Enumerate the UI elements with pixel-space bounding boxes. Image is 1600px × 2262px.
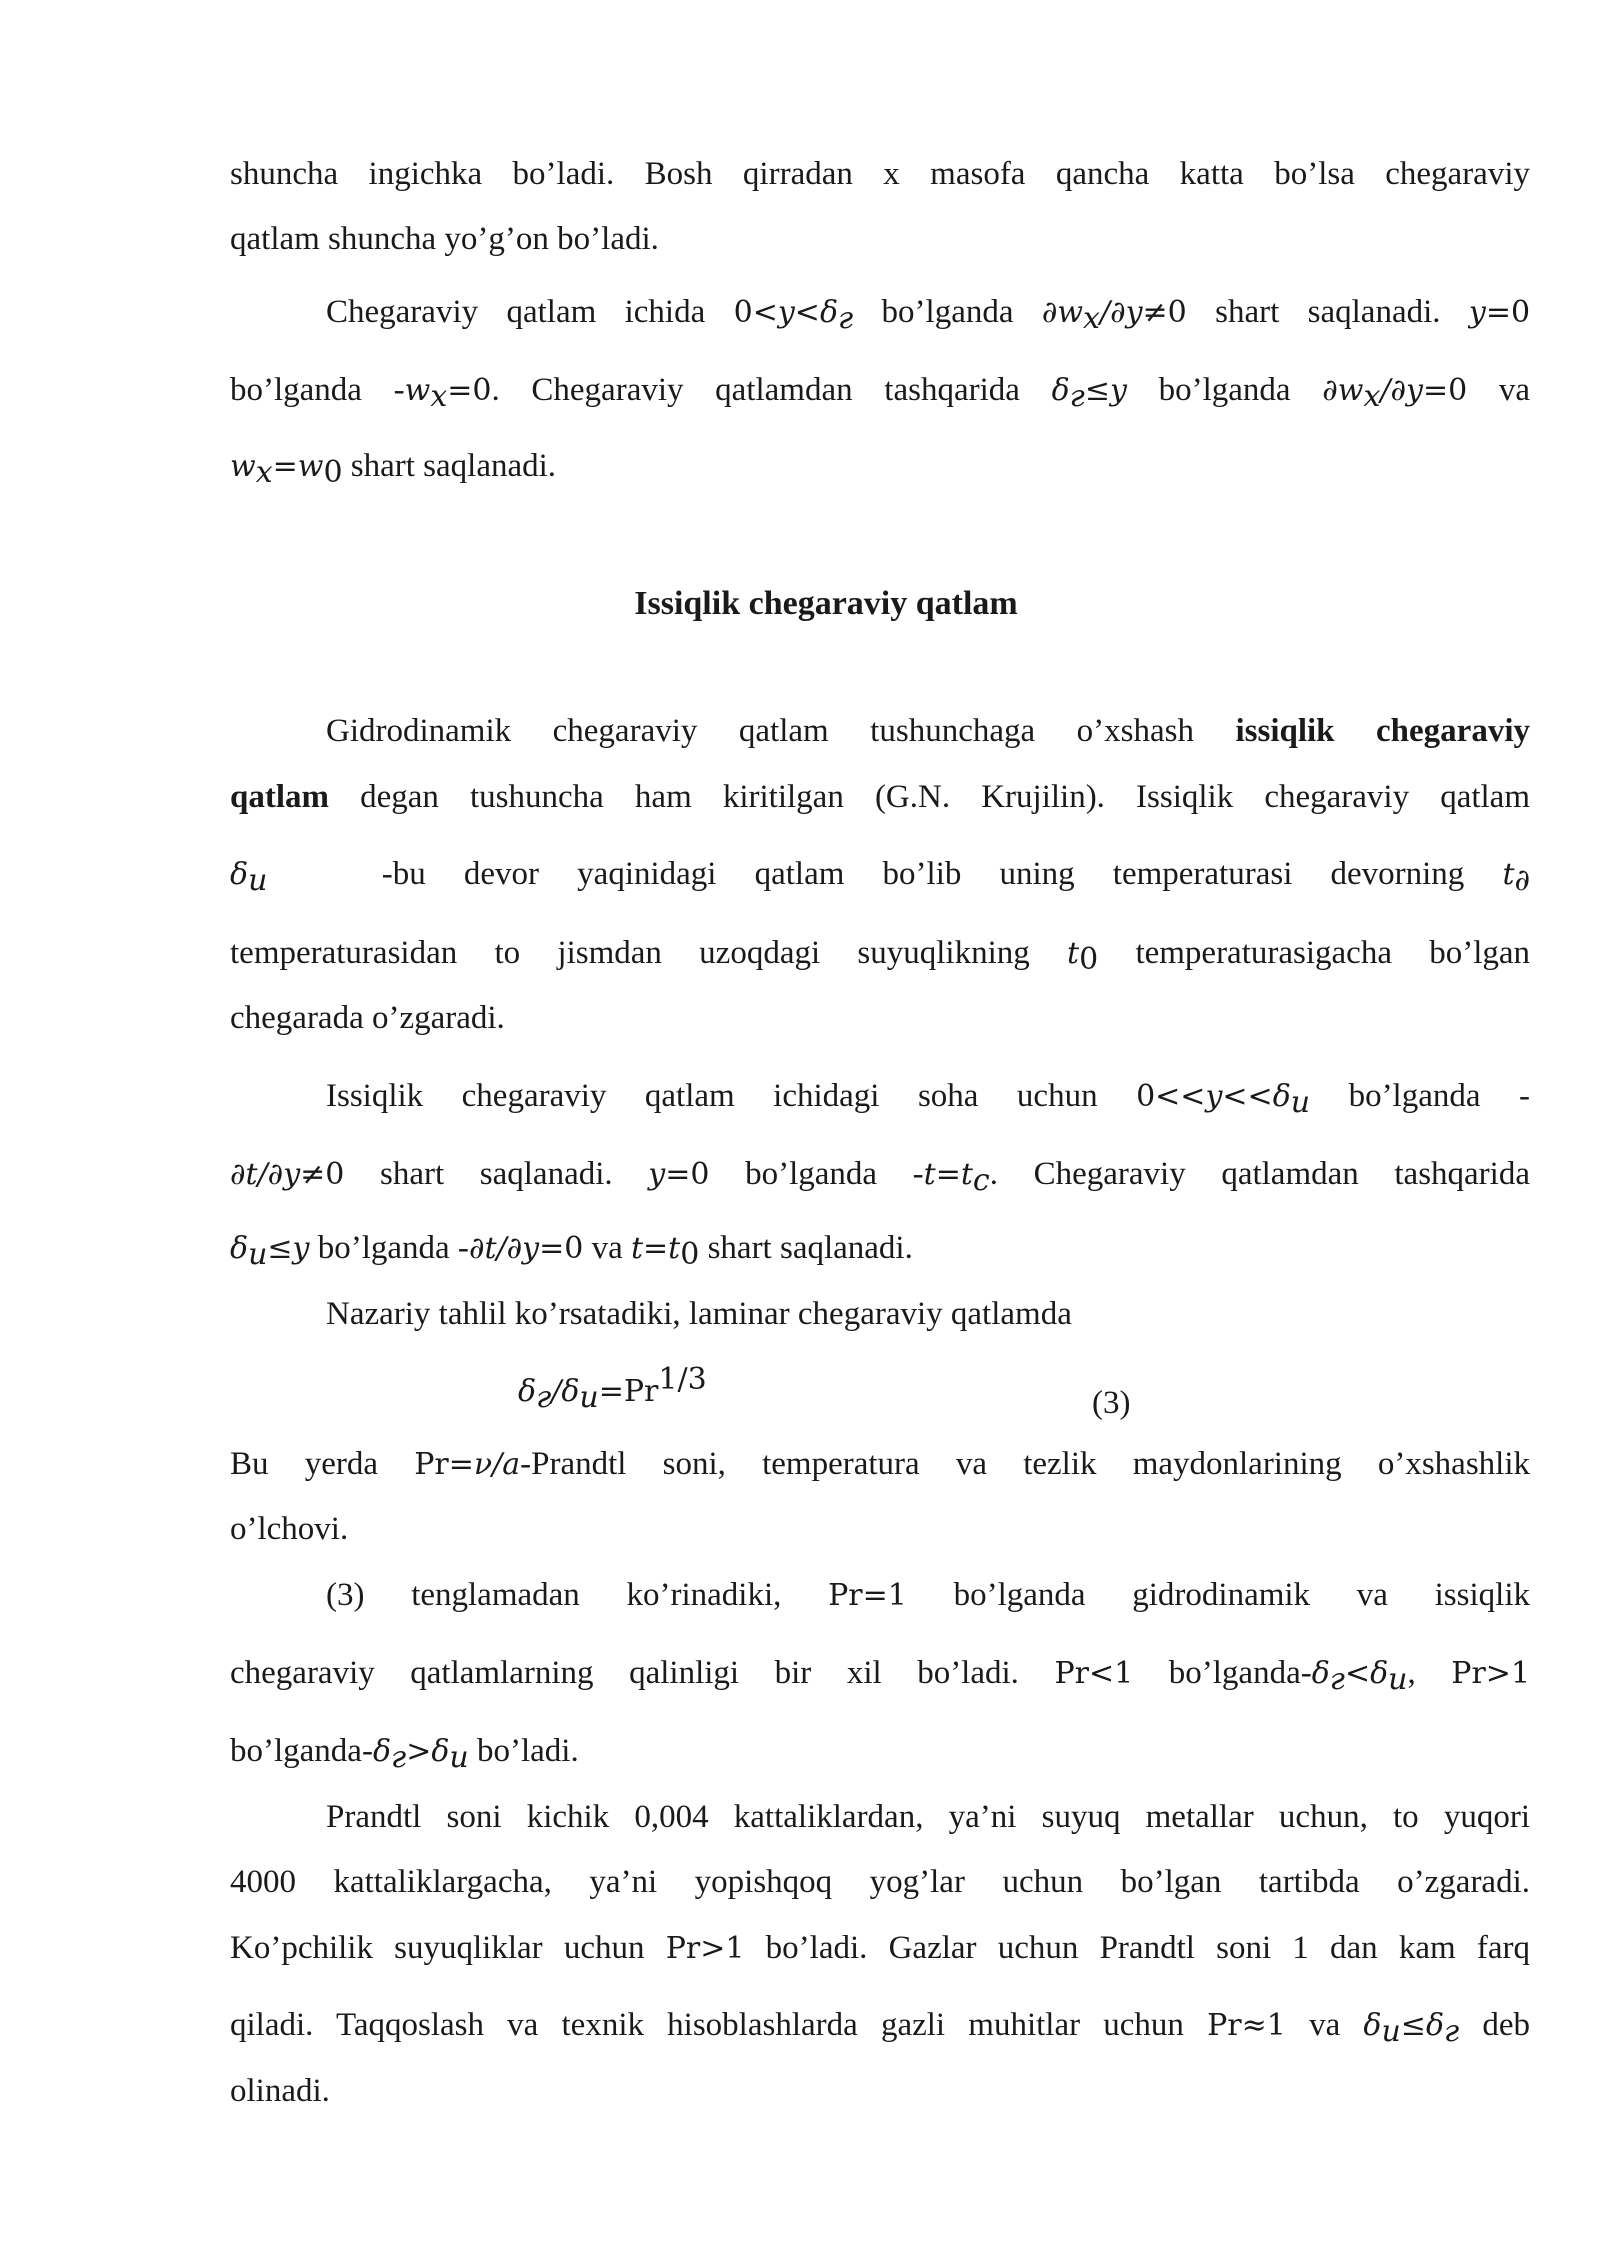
text-line: (3) tenglamadan ko’rinadiki, Pr=1 bo’lganda gidrodinamik va issiqlik	[326, 1577, 1530, 1613]
text-line: qatlam shuncha yo’g’on bo’ladi.	[230, 221, 659, 257]
section-title: Issiqlik chegaraviy qatlam	[634, 585, 1018, 622]
text-line: chegarada o’zgaradi.	[230, 1000, 505, 1036]
text-line: Ko’pchilik suyuqliklar uchun Pr>1 bo’ladi. Gazlar uchun Prandtl soni 1 dan kam farq	[230, 1930, 1531, 1966]
text-line: Bu yerda Pr=ν/a-Prandtl soni, temperatura va tezlik maydonlarining o’xshashlik	[230, 1446, 1531, 1482]
text-line: olinadi.	[230, 2073, 330, 2109]
text-line: o’lchovi.	[230, 1511, 349, 1547]
equation-number: (3)	[1092, 1385, 1131, 1421]
text-line: $\delta_и\le y$ bo’lganda -∂t/∂y=0 va $t=t_0$ shart saqlanadi.	[230, 1230, 913, 1272]
text-line: Gidrodinamik chegaraviy qatlam tushunchaga o’xshash issiqlik chegaraviy	[326, 713, 1530, 749]
text-line: ∂t/∂y≠0 shart saqlanadi. y=0 bo’lganda $-t=t_c$. Chegaraviy qatlamdan tashqarida	[230, 1156, 1530, 1198]
text-line: $bo’lganda-\delta_г>\delta_и$ bo’ladi.	[230, 1733, 579, 1775]
text-line: chegaraviy qatlamlarning qalinligi bir xil bo’ladi. Pr<1 $bo’lganda-\delta_г<\delta_и$, Pr>1	[230, 1655, 1531, 1697]
text-line: qiladi. Taqqoslash va texnik hisoblashlarda gazli muhitlar uchun Pr≈1 va $\delta_и\le\delta_г$ deb	[230, 2007, 1531, 2049]
text-line: Issiqlik chegaraviy qatlam ichidagi soha uchun $0<<y<<\delta_и$ bo’lganda -	[326, 1078, 1530, 1120]
text-line: $w_x=w_0$ shart saqlanadi.	[230, 448, 557, 490]
text-line: shuncha ingichka bo’ladi. Bosh qirradan x masofa qancha katta bo’lsa chegaraviy	[230, 156, 1530, 192]
text-line: bo’lganda $-w_x=0$. Chegaraviy qatlamdan tashqarida $\delta_г\le y$ bo’lganda $\partial w_x/\partial y=0$ va	[230, 372, 1531, 414]
text-line: qatlam degan tushuncha ham kiritilgan (G.N. Krujilin). Issiqlik chegaraviy qatlam	[230, 779, 1530, 815]
text-line: Prandtl soni kichik 0,004 kattaliklardan, ya’ni suyuq metallar uchun, to yuqori	[326, 1799, 1530, 1835]
text-line: Chegaraviy qatlam ichida $0<y<\delta_г$ bo’lganda $\partial w_x/\partial y\ne 0$ shart saqlanadi. y=0	[326, 294, 1531, 336]
text-line: Nazariy tahlil ko’rsatadiki, laminar chegaraviy qatlamda	[326, 1296, 1072, 1332]
equation: $\delta_г/\delta_и=Pr^{1/3}$	[518, 1362, 707, 1415]
text-line: $\delta_и$ -bu devor yaqinidagi qatlam bo’lib uning temperaturasi devorning $t_\partial$	[230, 856, 1531, 898]
text-line: 4000 kattaliklargacha, ya’ni yopishqoq yog’lar uchun bo’lgan tartibda o’zgaradi.	[230, 1864, 1530, 1900]
text-line: temperaturasidan to jismdan uzoqdagi suyuqlikning $t_0$ temperaturasigacha bo’lgan	[230, 935, 1531, 977]
